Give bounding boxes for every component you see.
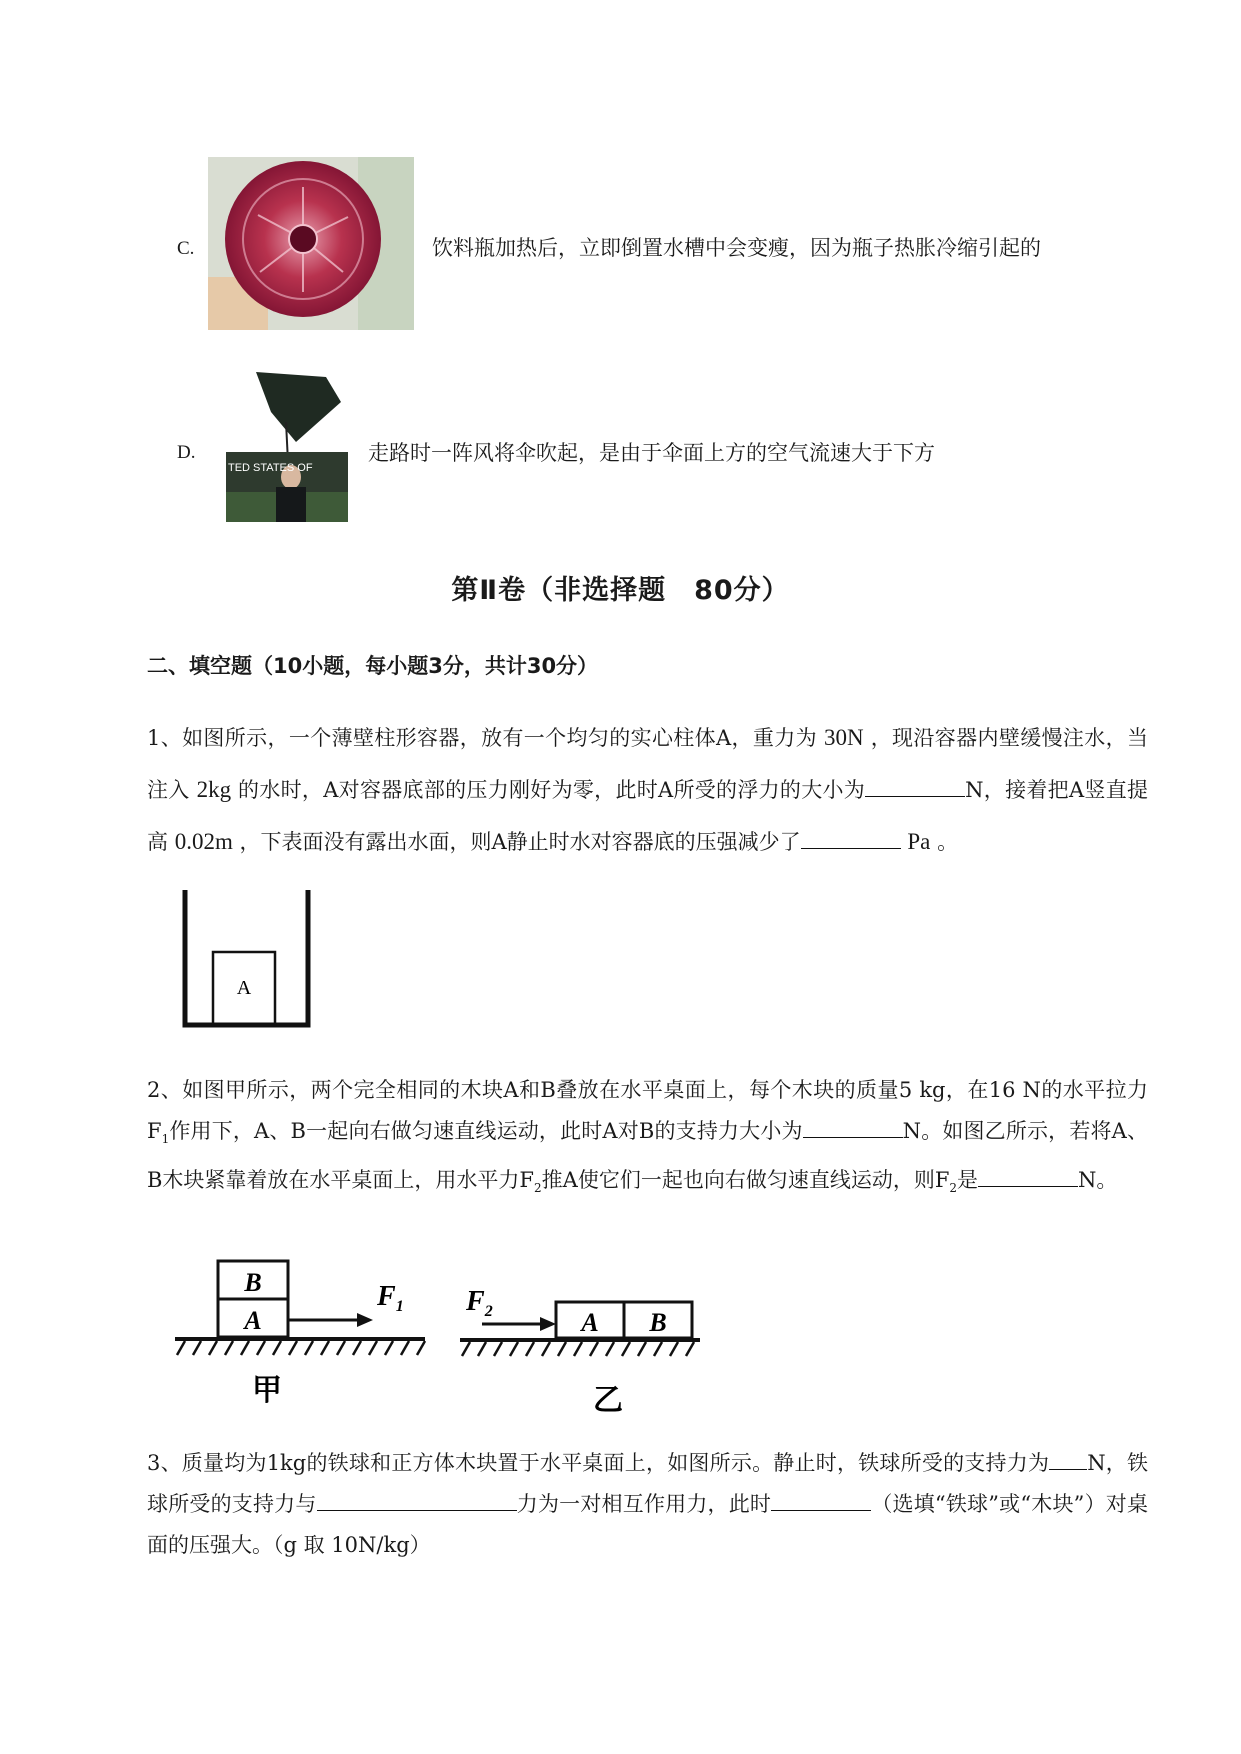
q3-blank-3[interactable] xyxy=(771,1489,871,1511)
cylinder-label: A xyxy=(236,977,252,999)
yi-block-b: B xyxy=(649,1308,667,1337)
yi-block-a: A xyxy=(581,1308,599,1337)
option-c-text: 饮料瓶加热后，立即倒置水槽中会变瘦，因为瓶子热胀冷缩引起的 xyxy=(432,236,1041,260)
yi-force-label: $F_2$ xyxy=(466,1286,493,1320)
q1-weight: 30N xyxy=(824,725,864,750)
photo-sign-text: TED STATES OF xyxy=(228,462,313,474)
jia-force-label: $F_1$ xyxy=(377,1281,404,1315)
part-heading: 二、填空题（10小题，每小题3分，共计30分） xyxy=(147,654,599,678)
jia-block-b: B xyxy=(244,1268,262,1297)
figure-yi xyxy=(460,1280,705,1420)
question-2: 2、如图甲所示，两个完全相同的木块A和B叠放在水平桌面上，每个木块的质量5 kg，在16 N的水平拉力$F_1$作用下，A、B一起向右做匀速直线运动，此时A对B的支持力大小为 N。如图乙所示，若将A、B木块紧靠着放在水平桌面上，用水平力$F_2$推A使它们一起也向右做匀速直线运动，则$F_2$是 N。 xyxy=(147,1078,1148,1196)
q3-blank-2[interactable] xyxy=(317,1489,517,1511)
q2-blank-1[interactable] xyxy=(803,1116,903,1138)
question-1: 1、如图所示，一个薄壁柱形容器，放有一个均匀的实心柱体A，重力为 30N ，现沿容器内壁缓慢注水，当注入 2kg 的水时，A对容器底部的压力刚好为零，此时A所受的浮力的大小为 N，接着把A竖直提高 0.02m ，下表面没有露出水面，则A静止时水对容器底的压强减少了 Pa 。 xyxy=(147,725,1148,854)
container-diagram xyxy=(180,890,315,1032)
option-d-text: 走路时一阵风将伞吹起，是由于伞面上方的空气流速大于下方 xyxy=(368,441,935,465)
q1-unit-pa: Pa xyxy=(907,829,931,854)
q1-blank-1[interactable] xyxy=(865,775,965,797)
bottle-photo xyxy=(208,157,414,330)
q1-height: 0.02m xyxy=(174,829,233,854)
option-d-letter: D. xyxy=(177,442,196,463)
figure-jia xyxy=(175,1255,430,1420)
question-3: 3、质量均为1kg的铁球和正方体木块置于水平桌面上，如图所示。静止时，铁球所受的支持力为 N，铁球所受的支持力与 力为一对相互作用力，此时 （选填“铁球”或“木块”）对桌面的压强大。（g 取 10N/kg） xyxy=(147,1443,1148,1566)
q1-blank-2[interactable] xyxy=(801,827,901,849)
jia-caption: 甲 xyxy=(252,1373,282,1408)
jia-block-a: A xyxy=(244,1306,262,1335)
yi-caption: 乙 xyxy=(593,1383,623,1418)
q3-blank-1[interactable] xyxy=(1049,1448,1087,1470)
q1-mass: 2kg xyxy=(196,777,232,802)
section-title: 第Ⅱ卷（非选择题 80分） xyxy=(451,575,790,606)
umbrella-photo xyxy=(226,372,348,522)
option-c-letter: C. xyxy=(177,238,195,259)
q2-blank-2[interactable] xyxy=(978,1165,1078,1187)
